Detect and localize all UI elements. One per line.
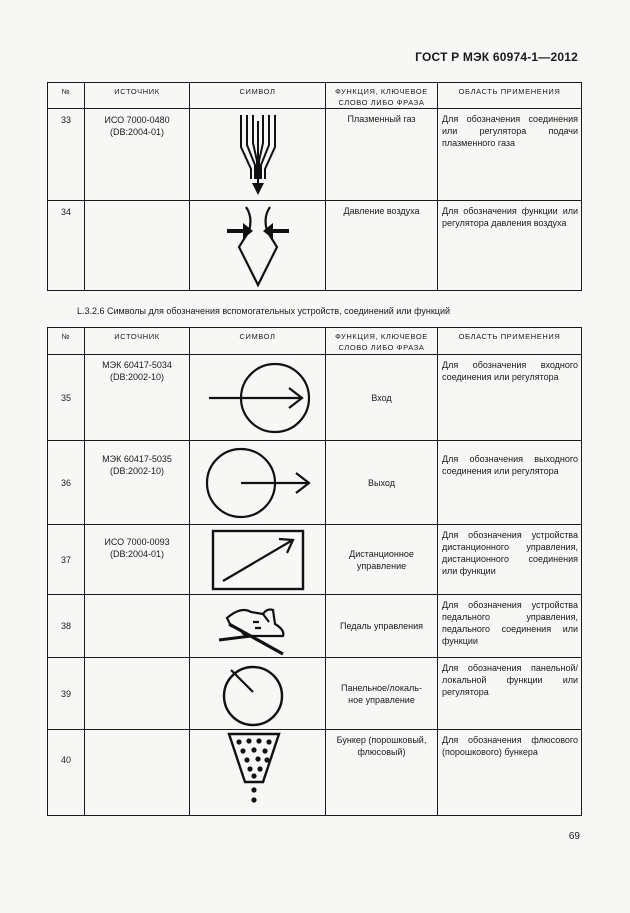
row-number: 34	[48, 201, 85, 291]
row-function: Бункер (порошковый, флюсовый)	[326, 730, 438, 816]
symbols-table-2	[47, 327, 582, 816]
table-row	[48, 730, 582, 816]
row-area: Для обозначения панельной/локальной функции или регулятора	[438, 658, 582, 730]
row-source	[85, 730, 190, 816]
table-row	[48, 441, 582, 525]
page-number: 69	[568, 831, 580, 842]
row-symbol	[190, 355, 326, 441]
table-row	[48, 658, 582, 730]
row-function: Дистанционное управление	[326, 525, 438, 595]
document-code: ГОСТ Р МЭК 60974-1—2012	[415, 50, 578, 64]
row-area: Для обозначения соединения или регулятора подачи плазменного газа	[438, 109, 582, 201]
table-row	[48, 525, 582, 595]
row-source: МЭК 60417-5034 (DB:2002-10)	[85, 355, 190, 441]
row-symbol	[190, 525, 326, 595]
table-row	[48, 201, 582, 291]
remote-control-icon	[191, 527, 325, 593]
row-symbol	[190, 658, 326, 730]
row-number: 37	[48, 525, 85, 595]
row-function: Давление воздуха	[326, 201, 438, 291]
row-number: 40	[48, 730, 85, 816]
row-function: Панельное/локаль- ное управление	[326, 658, 438, 730]
col-area-header: ОБЛАСТЬ ПРИМЕНЕНИЯ	[438, 83, 582, 109]
row-symbol	[190, 730, 326, 816]
row-source	[85, 658, 190, 730]
foot-pedal-icon	[191, 596, 325, 656]
col-symbol-header: СИМВОЛ	[190, 328, 326, 355]
col-function-header: ФУНКЦИЯ, КЛЮЧЕВОЕ СЛОВО ЛИБО ФРАЗА	[326, 83, 438, 109]
row-number: 33	[48, 109, 85, 201]
col-source-header: ИСТОЧНИК	[85, 328, 190, 355]
row-area: Для обозначения функции или регулятора давления воздуха	[438, 201, 582, 291]
row-number: 39	[48, 658, 85, 730]
table-header-row	[48, 83, 582, 109]
output-icon	[191, 444, 325, 522]
hopper-icon	[191, 730, 325, 808]
row-area: Для обозначения флюсового (порошкового) бункера	[438, 730, 582, 816]
row-symbol	[190, 441, 326, 525]
row-source: ИСО 7000-0093 (DB:2004-01)	[85, 525, 190, 595]
col-num-header: №	[48, 328, 85, 355]
row-function: Выход	[326, 441, 438, 525]
row-source	[85, 595, 190, 658]
row-function: Педаль управления	[326, 595, 438, 658]
row-area: Для обозначения выходного соединения или регулятора	[438, 441, 582, 525]
row-symbol	[190, 109, 326, 201]
row-source: ИСО 7000-0480 (DB:2004-01)	[85, 109, 190, 201]
row-number: 35	[48, 355, 85, 441]
input-icon	[191, 359, 325, 437]
plasma-gas-icon	[191, 109, 325, 199]
col-source-header: ИСТОЧНИК	[85, 83, 190, 109]
row-symbol	[190, 595, 326, 658]
table-row	[48, 355, 582, 441]
row-function: Вход	[326, 355, 438, 441]
row-area: Для обозначения устройства педального управления, педального соединения или функции	[438, 595, 582, 658]
row-area: Для обозначения входного соединения или регулятора	[438, 355, 582, 441]
section-title: L.3.2.6 Символы для обозначения вспомогательных устройств, соединений или функций	[77, 306, 450, 316]
row-symbol	[190, 201, 326, 291]
col-area-header: ОБЛАСТЬ ПРИМЕНЕНИЯ	[438, 328, 582, 355]
table-header-row	[48, 328, 582, 355]
table-row	[48, 109, 582, 201]
row-source: МЭК 60417-5035 (DB:2002-10)	[85, 441, 190, 525]
row-number: 38	[48, 595, 85, 658]
symbols-table-1	[47, 82, 582, 291]
table-row	[48, 595, 582, 658]
row-number: 36	[48, 441, 85, 525]
row-area: Для обозначения устройства дистанционного управления, дистанционного соединения или функции	[438, 525, 582, 595]
col-function-header: ФУНКЦИЯ, КЛЮЧЕВОЕ СЛОВО ЛИБО ФРАЗА	[326, 328, 438, 355]
col-num-header: №	[48, 83, 85, 109]
row-source	[85, 201, 190, 291]
row-function: Плазменный газ	[326, 109, 438, 201]
air-pressure-icon	[191, 201, 325, 289]
col-symbol-header: СИМВОЛ	[190, 83, 326, 109]
panel-control-icon	[191, 660, 325, 728]
